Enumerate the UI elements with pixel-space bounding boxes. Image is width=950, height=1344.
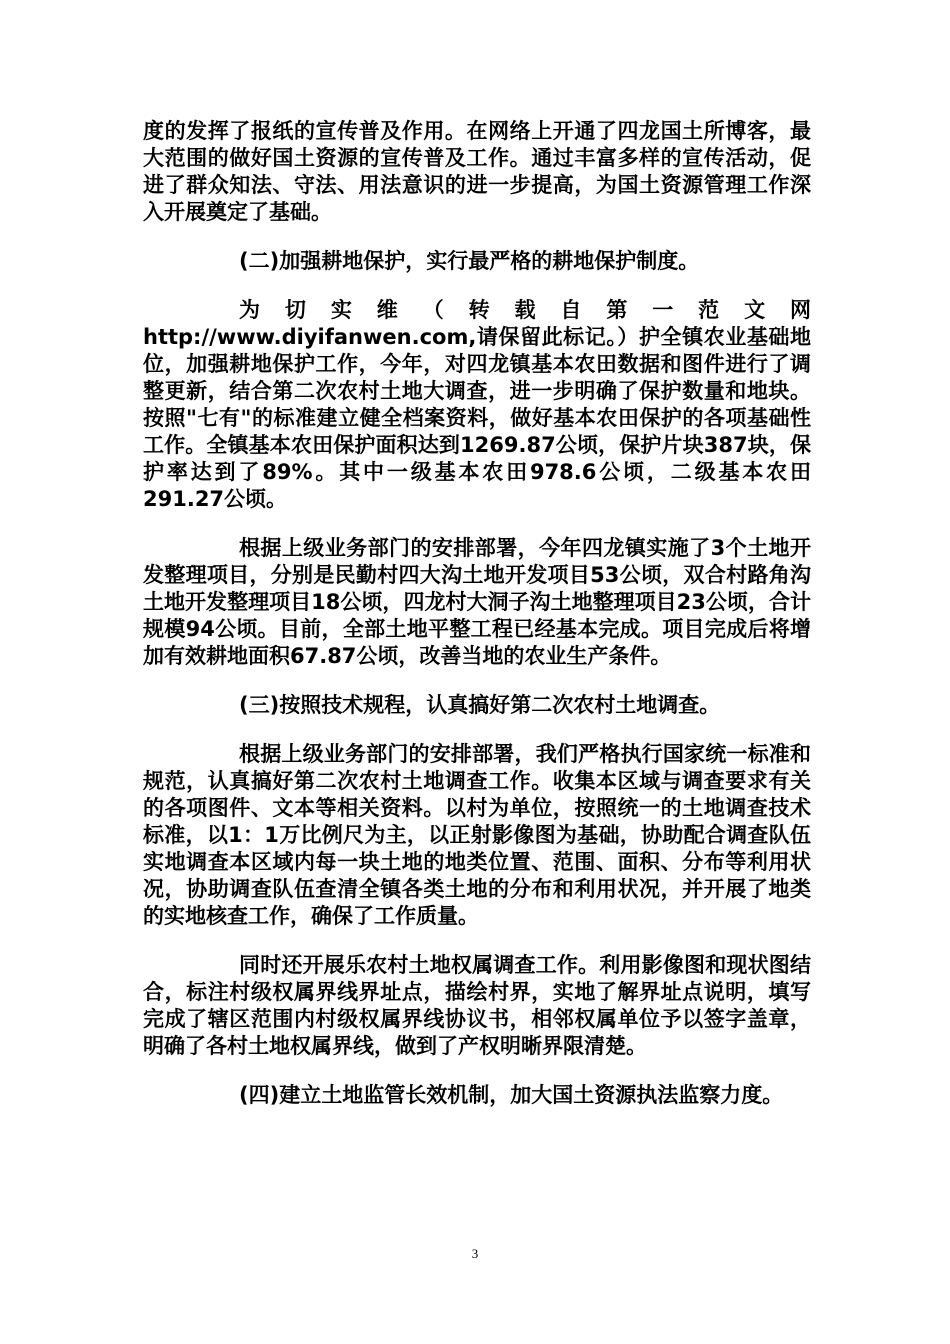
paragraph-gap bbox=[143, 670, 811, 692]
document-body bbox=[143, 118, 811, 1109]
paragraph-ownership-survey: 同时还开展乐农村土地权属调查工作。利用影像图和现状图结合，标注村级权属界线界址点，描绘村界，实地了解界址点说明，填写完成了辖区范围内村级权属界线协议书，相邻权属单位予以签字盖章，明确了各村土地权属界线，做到了产权明晰界限清楚。 bbox=[143, 953, 811, 1058]
paragraph-land-survey: 根据上级业务部门的安排部署，我们严格执行国家统一标准和规范，认真搞好第二次农村土地调查工作。收集本区域与调查要求有关的各项图件、文本等相关资料。以村为单位，按照统一的土地调查技术标准，以1：1万比例尺为主，以正射影像图为基础，协助配合调查队伍实地调查本区域内每一块土地的地类位置、范围、面积、分布等利用状况，协助调查队伍查清全镇各类土地的分布和利用状况，并开展了地类的实地核查工作，确保了工作质量。 bbox=[143, 742, 811, 928]
paragraph-gap bbox=[143, 930, 811, 952]
section-heading-4: (四)建立土地监管长效机制，加大国土资源执法监察力度。 bbox=[239, 1083, 784, 1107]
paragraph-gap bbox=[143, 513, 811, 535]
paragraph-farmland-protection: 为切实维（转载自第一范文网http://www.diyifanwen.com,请保留此标记。）护全镇农业基础地位，加强耕地保护工作，今年，对四龙镇基本农田数据和图件进行了调整更新，结合第二次农村土地大调查，进一步明确了保护数量和地块。按照"七有"的标准建立健全档案资料，做好基本农田保护的各项基础性工作。全镇基本农田保护面积达到1269.87公顷，保护片块387块，保护率达到了89%。其中一级基本农田978.6公顷，二级基本农田 291.27公顷。 bbox=[143, 298, 811, 511]
paragraph-land-projects: 根据上级业务部门的安排部署，今年四龙镇实施了3个土地开发整理项目，分别是民勤村四大沟土地开发项目53公顷，双合村路角沟土地开发整理项目18公顷，四龙村大洞子沟土地整理项目23公顷，合计规模94公顷。目前，全部土地平整工程已经基本完成。项目完成后将增加有效耕地面积67.87公顷，改善当地的农业生产条件。 bbox=[143, 536, 811, 668]
paragraph-publicity: 度的发挥了报纸的宣传普及作用。在网络上开通了四龙国土所博客，最大范围的做好国土资源的宣传普及工作。通过丰富多样的宣传活动，促进了群众知法、守法、用法意识的进一步提高，为国土资源管理工作深入开展奠定了基础。 bbox=[143, 119, 811, 224]
section-heading-3: (三)按照技术规程，认真搞好第二次农村土地调查。 bbox=[239, 693, 721, 717]
paragraph-gap bbox=[143, 1060, 811, 1082]
paragraph-gap bbox=[143, 226, 811, 248]
paragraph-gap bbox=[143, 275, 811, 297]
page-number: 3 bbox=[471, 1246, 479, 1261]
paragraph-gap bbox=[143, 719, 811, 741]
section-heading-2: (二)加强耕地保护，实行最严格的耕地保护制度。 bbox=[239, 249, 700, 273]
